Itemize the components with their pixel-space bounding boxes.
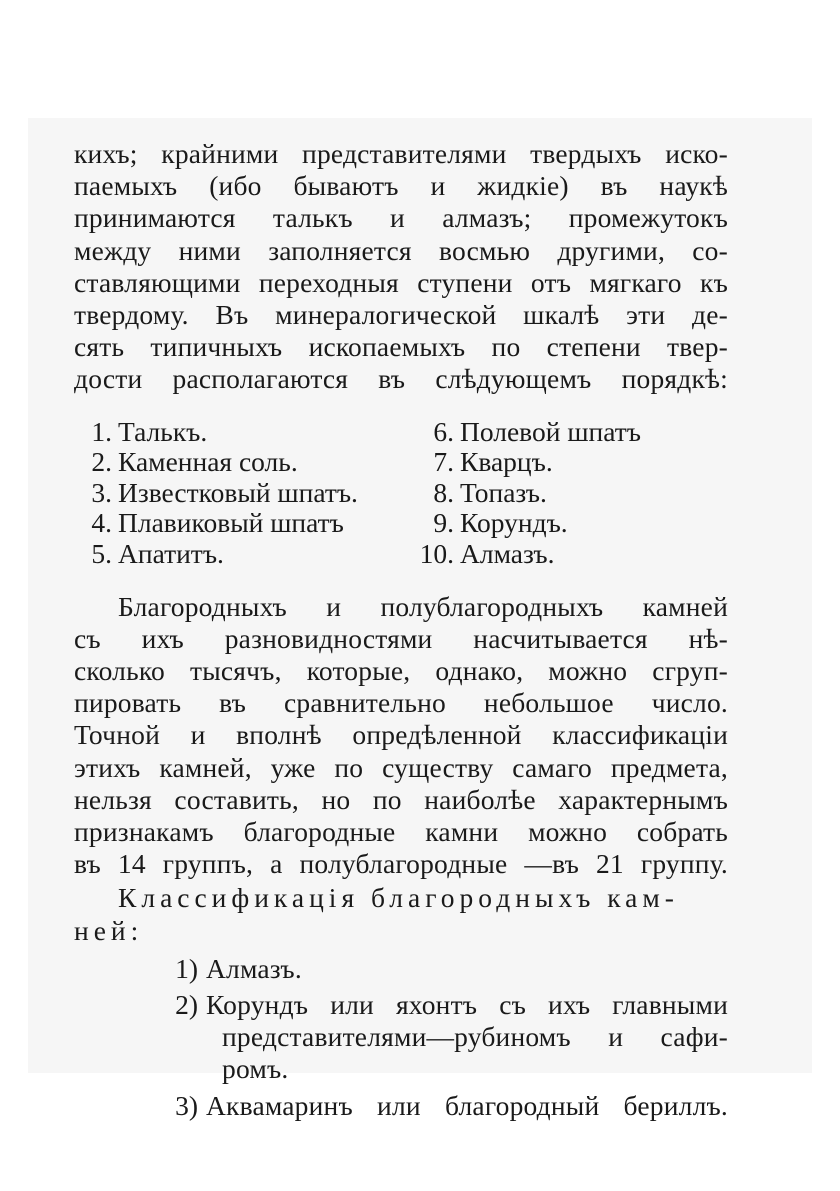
text-line: ставляющими переходныя ступени отъ мягкаго къ <box>74 266 728 298</box>
list-item <box>162 989 728 1086</box>
scale-item <box>404 508 641 539</box>
text-line: сколько тысячъ, которые, однако, можно сгруп- <box>74 655 728 687</box>
scale-number: 6. <box>433 415 454 447</box>
text-line: принимаются талькъ и алмазъ; промежутокъ <box>74 202 728 234</box>
hardness-scale-list <box>74 417 728 577</box>
scale-item <box>404 417 641 448</box>
paragraph-gem-groups <box>74 591 728 881</box>
scale-column-left <box>74 417 358 570</box>
list-number: 3) <box>175 1089 198 1121</box>
mineral-name: Полевой шпатъ <box>460 415 641 447</box>
paragraph-hardness-intro <box>74 138 728 396</box>
scale-item <box>74 539 358 570</box>
list-item <box>162 1090 728 1122</box>
scale-item <box>74 478 358 509</box>
text-line: кихъ; крайними представителями твердыхъ иско- <box>74 138 728 169</box>
mineral-name: Алмазъ. <box>460 537 555 569</box>
mineral-name: Плавиковый шпатъ <box>118 507 344 539</box>
text-line: признакамъ благородные камни можно собрать <box>74 816 728 848</box>
scale-number: 2. <box>91 446 112 478</box>
scale-item <box>74 447 358 478</box>
text-line: нельзя составить, но по наиболѣе характернымъ <box>74 783 728 815</box>
heading-line: ней: <box>74 914 144 946</box>
scale-number: 3. <box>91 476 112 508</box>
mineral-name: Известковый шпатъ. <box>118 476 358 508</box>
list-text <box>206 989 728 1086</box>
heading-line: Классификація благородныхъ кам- <box>118 882 679 914</box>
text-line: между ними заполняется восмью другими, со- <box>74 234 728 266</box>
scale-number: 9. <box>433 507 454 539</box>
text-line: Алмазъ. <box>206 952 302 984</box>
mineral-name: Каменная соль. <box>118 446 298 478</box>
scale-number: 1. <box>91 415 112 447</box>
mineral-name: Топазъ. <box>460 476 547 508</box>
scale-item <box>404 539 641 570</box>
list-item <box>162 953 728 985</box>
text-line: въ 14 группъ, а полублагородные —въ 21 группу. <box>74 848 728 880</box>
text-line: Точной и вполнѣ опредѣленной классификаціи <box>74 719 728 751</box>
scale-number: 7. <box>433 446 454 478</box>
list-number: 2) <box>175 989 198 1021</box>
text-line: паемыхъ (ибо бываютъ и жидкіе) въ наукѣ <box>74 170 728 202</box>
mineral-name: Корундъ. <box>460 507 568 539</box>
scale-item <box>74 508 358 539</box>
mineral-name: Талькъ. <box>118 415 208 447</box>
mineral-name: Кварцъ. <box>460 446 553 478</box>
text-line: Корундъ или яхонтъ съ ихъ главными <box>206 989 728 1021</box>
text-line: дости располагаются въ слѣдующемъ порядкѣ: <box>74 363 728 395</box>
text-line: ромъ. <box>222 1053 289 1085</box>
classification-heading <box>74 882 728 946</box>
scale-number: 5. <box>91 537 112 569</box>
text-line: твердому. Въ минералогической шкалѣ эти де- <box>74 299 728 331</box>
list-number: 1) <box>175 952 198 984</box>
scale-number: 10. <box>419 537 454 569</box>
scale-item <box>404 447 641 478</box>
text-line: этихъ камней, уже по существу самаго предмета, <box>74 751 728 783</box>
text-line: Благородныхъ и полублагородныхъ камней <box>118 590 728 622</box>
scale-item <box>74 417 358 448</box>
text-line: представителями—рубиномъ и сафи- <box>222 1021 728 1053</box>
text-line: сять типичныхъ ископаемыхъ по степени твер- <box>74 331 728 363</box>
scale-item <box>404 478 641 509</box>
scale-number: 4. <box>91 507 112 539</box>
text-line: пировать въ сравнительно небольшое число. <box>74 687 728 719</box>
text-line: съ ихъ разновидностями насчитывается нѣ- <box>74 622 728 654</box>
gem-list <box>74 953 728 1122</box>
list-text <box>206 953 728 985</box>
scale-number: 8. <box>433 476 454 508</box>
document-text <box>74 138 728 1126</box>
text-line: Аквамаринъ или благородный бериллъ. <box>206 1089 728 1121</box>
mineral-name: Апатитъ. <box>118 537 224 569</box>
list-text <box>206 1090 728 1122</box>
scale-column-right <box>404 417 641 570</box>
